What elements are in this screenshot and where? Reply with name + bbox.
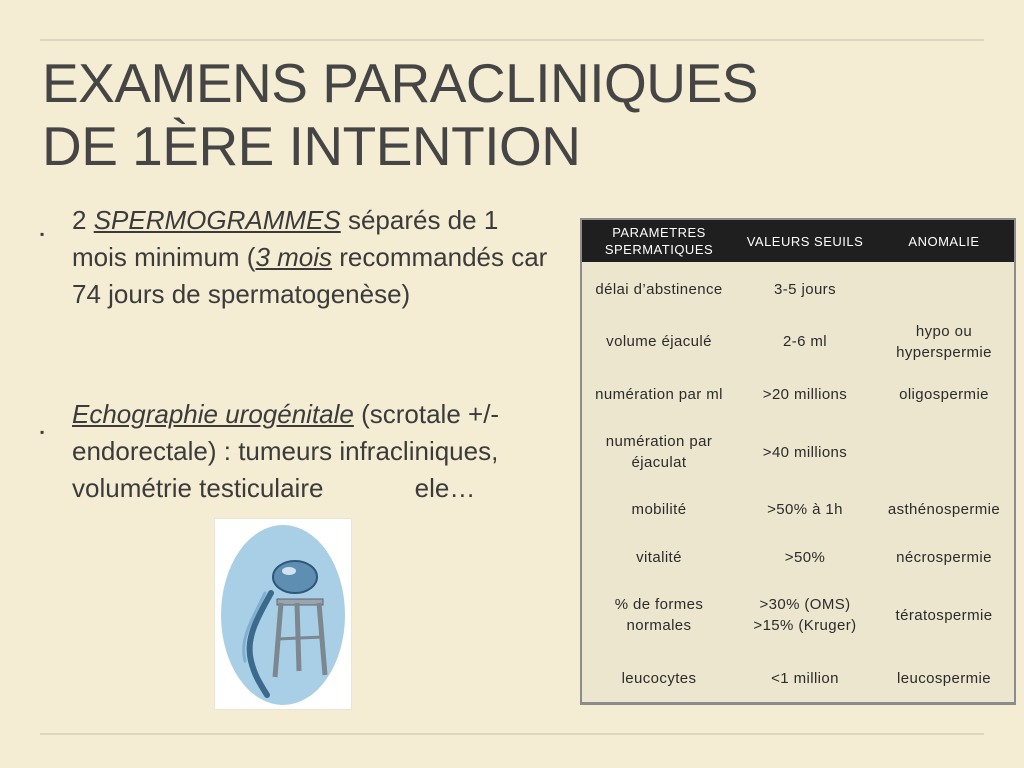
bullet-emphasis-2: 3 mois	[255, 242, 333, 272]
table-row	[581, 481, 1015, 538]
column-header: ANOMALIE	[874, 219, 1015, 262]
bullet-emphasis: SPERMOGRAMMES	[93, 205, 341, 235]
table-cell: volume éjaculé	[606, 333, 712, 350]
bullet-count: 2	[72, 205, 87, 235]
table-cell: >30% (OMS) >15% (Kruger)	[753, 596, 857, 634]
table-cell: mobilité	[631, 501, 687, 518]
table-cell: leucospermie	[896, 669, 991, 687]
bullet-text-part: séparés de 1 mois minimum (	[72, 205, 499, 272]
table-cell: numération par éjaculat	[605, 433, 713, 471]
table-cell: >50% à 1h	[767, 501, 843, 518]
bullet-spermogrammes	[40, 202, 560, 313]
table-row	[581, 423, 1015, 481]
bullet-text-rest: (scrotale +/- endorectale) : tumeurs infracliniques, volumétrie testiculaire	[72, 399, 500, 503]
sperm-with-walker-icon	[214, 518, 352, 710]
bullet-text	[72, 202, 560, 313]
bullet-text-rest: recommandés car 74 jours de spermatogenèse)	[72, 242, 548, 309]
table-cell: tératospermie	[895, 606, 993, 624]
table-row	[581, 576, 1015, 654]
table-row	[581, 317, 1015, 366]
top-divider	[40, 39, 984, 41]
table-cell: >20 millions	[762, 386, 848, 403]
table-cell: asthénospermie	[887, 501, 1001, 518]
bullet-text	[72, 396, 560, 507]
spermogram-table	[580, 218, 1016, 705]
table-cell: nécrospermie	[896, 548, 992, 566]
table-row	[581, 654, 1015, 704]
table-row	[581, 366, 1015, 423]
sperm-walker-illustration	[215, 519, 351, 709]
bottom-divider	[40, 733, 984, 735]
table-cell: oligospermie	[899, 386, 989, 403]
table-row	[581, 262, 1015, 317]
table-cell: >50%	[784, 548, 826, 566]
table-cell: 3-5 jours	[774, 281, 836, 298]
bullet-emphasis: Echographie urogénitale	[72, 399, 354, 429]
table-cell	[874, 262, 1015, 317]
bullet-echographie	[40, 396, 560, 507]
bullet-marker-icon: ▪	[40, 227, 45, 241]
table-cell: numération par ml	[595, 386, 723, 403]
table-header-row	[581, 219, 1015, 262]
table-cell: % de formes normales	[614, 596, 704, 634]
title-line-2: DE 1ÈRE INTENTION	[42, 115, 581, 177]
table-cell: vitalité	[636, 548, 682, 566]
bullet-text-tail: ele…	[414, 473, 476, 503]
table-cell: 2-6 ml	[782, 333, 828, 350]
slide-title	[42, 52, 902, 178]
table-cell: <1 million	[771, 669, 839, 687]
bullet-marker-icon: ▪	[40, 425, 45, 439]
table-cell	[874, 423, 1015, 481]
column-header: VALEURS SEUILS	[736, 219, 874, 262]
column-header: PARAMETRES SPERMATIQUES	[581, 219, 736, 262]
table-cell: >40 millions	[762, 443, 848, 461]
table-cell: délai d’abstinence	[595, 281, 723, 298]
title-line-1: EXAMENS PARACLINIQUES	[42, 52, 758, 114]
table-cell: hypo ou hyperspermie	[896, 322, 992, 361]
table-cell: leucocytes	[621, 669, 697, 687]
table-row	[581, 538, 1015, 576]
